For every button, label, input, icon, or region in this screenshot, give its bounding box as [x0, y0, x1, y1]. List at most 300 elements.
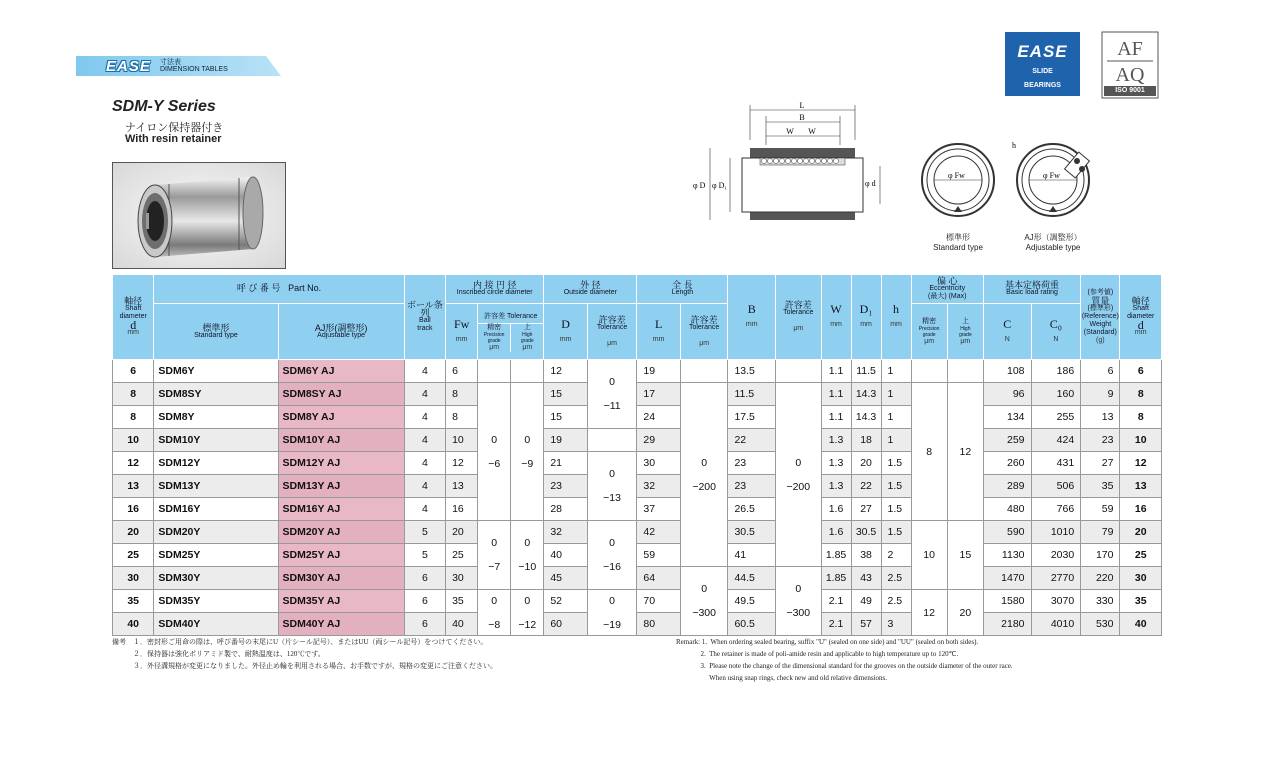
cell-standard: SDM8SY [154, 383, 278, 406]
cell-D: 32 [544, 521, 587, 544]
cell-L-tol-group [680, 383, 728, 567]
cell-D: 12 [544, 360, 587, 383]
col-ball-track [404, 275, 445, 360]
ecc-prec-en2: grade [922, 331, 936, 338]
od-tol3-upper: 0 [609, 537, 615, 549]
wt-en3: (Standard) [1083, 329, 1117, 336]
wt-jp1: (参考値) [1087, 289, 1114, 296]
ecc-max: (最大) (Max) [927, 293, 967, 300]
cell-fw-high-blank [511, 360, 544, 383]
col-adjustable-type [278, 304, 404, 360]
high-unit: μm [522, 344, 533, 351]
col-standard-type [154, 304, 278, 360]
cell-ball: 4 [404, 475, 445, 498]
cell-h: 1.5 [881, 521, 911, 544]
cell-B: 23 [728, 452, 776, 475]
od-tol-unit: μm [607, 339, 618, 347]
od-tol-lower: −11 [603, 400, 621, 412]
dim-W2: W [808, 127, 816, 136]
cell-weight: 9 [1081, 383, 1120, 406]
col-weight [1081, 275, 1120, 360]
cell-d-right: 30 [1120, 567, 1162, 590]
cell-D1: 30.5 [851, 521, 881, 544]
cell-ball: 4 [404, 360, 445, 383]
cell-C0: 186 [1031, 360, 1081, 383]
ease-logo [1005, 32, 1080, 96]
section-tag-en: DIMENSION TABLES [160, 66, 228, 73]
fw-high3-lower: −12 [518, 618, 537, 631]
cell-C: 1470 [983, 567, 1031, 590]
table-row [113, 429, 1162, 452]
c0-unit: N [1053, 335, 1059, 343]
cell-adjustable: SDM20Y AJ [278, 521, 404, 544]
shaft-sym: d [130, 318, 137, 332]
cell-ball: 5 [404, 521, 445, 544]
cell-h: 1.5 [881, 498, 911, 521]
standard-type-en: Standard type [933, 243, 983, 252]
adjustable-type-jp: AJ形（調整形） [1024, 233, 1082, 242]
cell-od-tol-group3 [587, 521, 637, 590]
note-jp-2: ２．保持器は強化ポリアミド製で、耐熱温度は、120℃です。 [112, 650, 325, 658]
cell-W: 1.85 [821, 544, 851, 567]
od-tol3-lower: −16 [603, 561, 621, 573]
cell-D: 19 [544, 429, 587, 452]
cell-d-right: 13 [1120, 475, 1162, 498]
cell-adjustable: SDM25Y AJ [278, 544, 404, 567]
cell-D1: 38 [851, 544, 881, 567]
b-tol2-upper: 0 [795, 583, 802, 595]
cell-d-right: 10 [1120, 429, 1162, 452]
cell-B: 23 [728, 475, 776, 498]
cell-W: 1.3 [821, 452, 851, 475]
series-subtitle-en: With resin retainer [125, 133, 222, 145]
col-outside-diameter [544, 275, 637, 304]
cell-ball: 4 [404, 452, 445, 475]
cell-W: 1.3 [821, 475, 851, 498]
cell-D1: 20 [851, 452, 881, 475]
cell-od-tol-group2 [587, 452, 637, 521]
cell-D: 52 [544, 590, 587, 613]
cell-C0: 4010 [1031, 613, 1081, 636]
cell-standard: SDM13Y [154, 475, 278, 498]
prec-en2: grade [487, 338, 501, 344]
cell-standard: SDM35Y [154, 590, 278, 613]
cell-C: 96 [983, 383, 1031, 406]
cell-W: 2.1 [821, 590, 851, 613]
cell-d: 30 [113, 567, 154, 590]
ecc-high-en2: grade [958, 331, 972, 338]
cell-C0: 431 [1031, 452, 1081, 475]
cell-W: 1.1 [821, 406, 851, 429]
ease-logo-name: EASE [1017, 42, 1068, 61]
cell-D: 45 [544, 567, 587, 590]
cell-standard: SDM20Y [154, 521, 278, 544]
col-D [544, 304, 587, 360]
high-en2: grade [520, 338, 534, 344]
cell-W: 1.1 [821, 383, 851, 406]
cell-d: 20 [113, 521, 154, 544]
b-tol-lower: −200 [786, 480, 811, 493]
cell-standard: SDM40Y [154, 613, 278, 636]
fw-high3-upper: 0 [524, 594, 531, 607]
cell-adjustable: SDM12Y AJ [278, 452, 404, 475]
ball-en1: Ball [419, 317, 431, 324]
ecc-prec-en1: Precision [918, 325, 940, 332]
col-B [728, 275, 776, 360]
cell-d-right: 20 [1120, 521, 1162, 544]
cell-adjustable: SDM40Y AJ [278, 613, 404, 636]
cell-d: 6 [113, 360, 154, 383]
cell-adjustable: SDM35Y AJ [278, 590, 404, 613]
cell-D: 15 [544, 383, 587, 406]
cell-adjustable: SDM8Y AJ [278, 406, 404, 429]
col-eccentricity [911, 275, 983, 304]
cell-W: 1.6 [821, 521, 851, 544]
cell-adjustable: SDM30Y AJ [278, 567, 404, 590]
b-sym: B [747, 302, 756, 316]
note-en-4: When using snap rings, check new and old relative dimensions. [676, 674, 887, 682]
fw-prec3-lower: −8 [488, 618, 501, 631]
cell-d-right: 12 [1120, 452, 1162, 475]
cell-fw: 40 [446, 613, 478, 636]
cell-fw-prec-group2 [478, 521, 511, 590]
cell-ball: 4 [404, 498, 445, 521]
cell-C: 2180 [983, 613, 1031, 636]
cell-d: 10 [113, 429, 154, 452]
len-tol-jp: 許容差 [690, 314, 718, 325]
prec-unit: μm [489, 344, 500, 351]
fw-en: Inscribed circle diameter [456, 289, 533, 296]
cell-fw: 8 [446, 406, 478, 429]
ecc-high-en1: High [960, 325, 971, 332]
afaq-iso-text: ISO 9001 [1115, 87, 1145, 94]
cell-C: 480 [983, 498, 1031, 521]
len-tol-unit: μm [699, 339, 710, 347]
cell-B: 17.5 [728, 406, 776, 429]
prec-en1: Precision [483, 332, 505, 338]
high-en1: High [522, 332, 533, 338]
ball-jp: ボール条 列 [406, 300, 443, 318]
cell-weight: 330 [1081, 590, 1120, 613]
b-tol-unit: μm [793, 325, 804, 332]
part-jp: 呼 び 番 号 [236, 283, 281, 293]
dim-B: B [799, 113, 805, 122]
w-sym: W [830, 302, 842, 316]
col-load-rating [983, 275, 1080, 304]
fw-high-lower: −9 [521, 457, 534, 470]
cell-weight: 530 [1081, 613, 1120, 636]
od-tol4-upper: 0 [609, 594, 615, 607]
len-jp: 全 長 [672, 280, 693, 290]
product-photo [112, 162, 286, 269]
cell-weight: 220 [1081, 567, 1120, 590]
adjustable-type-en: Adjustable type [1025, 243, 1081, 252]
cell-ball: 4 [404, 383, 445, 406]
shaft-en2: diameter [119, 313, 147, 320]
dim-h: h [1012, 141, 1016, 150]
fw-jp: 内 接 円 径 [472, 280, 517, 290]
len-tol-en: Tolerance [688, 323, 720, 331]
w-unit: mm [830, 321, 842, 328]
note-jp-3: ３．外径溝規格が変更になりました。外径止め輪を利用される場合、お手数ですが、規格の変更にご注意ください。 [112, 662, 497, 670]
cell-fw: 30 [446, 567, 478, 590]
cell-L-tol-blank [680, 360, 728, 383]
cell-fw-prec-group [478, 383, 511, 521]
cell-D1: 14.3 [851, 383, 881, 406]
std-fw-label: φ Fw [948, 171, 965, 180]
cell-ecc-h-blank [947, 360, 983, 383]
cell-ecc-p-group2: 10 [911, 521, 947, 590]
cell-C0: 3070 [1031, 590, 1081, 613]
cell-fw: 25 [446, 544, 478, 567]
cell-d: 25 [113, 544, 154, 567]
h-sym: h [893, 302, 900, 316]
d1-unit: mm [860, 321, 872, 328]
col-shaft-diameter-right [1120, 275, 1162, 360]
cell-d-right: 8 [1120, 383, 1162, 406]
cell-od-tol-blank [587, 429, 637, 452]
cell-L: 30 [637, 452, 680, 475]
fw-prec2-upper: 0 [491, 537, 498, 549]
cell-h: 2.5 [881, 590, 911, 613]
cell-C0: 2770 [1031, 567, 1081, 590]
cell-D: 21 [544, 452, 587, 475]
cell-standard: SDM8Y [154, 406, 278, 429]
cell-D: 28 [544, 498, 587, 521]
col-inscribed-circle [446, 275, 544, 304]
cell-adjustable: SDM10Y AJ [278, 429, 404, 452]
ecc-jp: 偏 心 [936, 276, 958, 286]
col-C0 [1031, 304, 1081, 360]
table-row [113, 383, 1162, 406]
wt-jp2: 質量 [1091, 296, 1110, 306]
table-row [113, 521, 1162, 544]
cell-ball: 6 [404, 613, 445, 636]
dim-d: φ d [865, 179, 876, 188]
cell-adjustable: SDM16Y AJ [278, 498, 404, 521]
cell-d-right: 40 [1120, 613, 1162, 636]
series-subtitle-jp: ナイロン保持器付き [125, 122, 224, 134]
dim-W1: W [786, 127, 794, 136]
col-ecc-precision [911, 304, 947, 360]
fw-high2-lower: −10 [518, 561, 537, 573]
cell-B: 22 [728, 429, 776, 452]
cell-C: 134 [983, 406, 1031, 429]
ecc-high-jp: 上 [961, 317, 969, 325]
cell-fw-high-group2 [511, 521, 544, 590]
col-D1 [851, 275, 881, 360]
note-jp-1: 備考 １．密封形ご用命の際は、呼び番号の末尾にU（片シール記号）、またはUU（両シール記号）をつけてください。 [112, 638, 488, 646]
ease-logo-sub1: SLIDE [1032, 68, 1053, 75]
b-tol-en: Tolerance [783, 309, 814, 316]
cell-d: 12 [113, 452, 154, 475]
cell-C0: 1010 [1031, 521, 1081, 544]
col-fw [446, 304, 478, 360]
cell-standard: SDM16Y [154, 498, 278, 521]
ecc-high-unit: μm [960, 337, 971, 345]
note-en-1: Remark: 1. When ordering sealed bearing, suffix "U" (sealed on one side) and "UU" (sealed on both sides). [676, 638, 979, 646]
d1-sym: D₁ [859, 302, 873, 316]
load-jp: 基本定格荷重 [1005, 280, 1060, 290]
cell-h: 2.5 [881, 567, 911, 590]
adjustable-type-caption [1013, 232, 1093, 252]
b-tol2-lower: −300 [786, 607, 811, 619]
fw-unit: mm [455, 335, 468, 343]
cell-adjustable: SDM6Y AJ [278, 360, 404, 383]
col-L [637, 304, 680, 360]
aj-jp: AJ形(調整形) [314, 322, 368, 333]
cell-L: 59 [637, 544, 680, 567]
wt-en1: (Reference) [1081, 313, 1119, 320]
cell-fw: 6 [446, 360, 478, 383]
cross-section-diagram [690, 100, 900, 230]
standard-type-diagram [918, 140, 998, 220]
cell-ecc-h-group3: 20 [947, 590, 983, 636]
aj-fw-label: φ Fw [1043, 171, 1060, 180]
cell-weight: 79 [1081, 521, 1120, 544]
ball-en2: track [417, 325, 433, 332]
cell-weight: 13 [1081, 406, 1120, 429]
cell-standard: SDM25Y [154, 544, 278, 567]
cell-weight: 6 [1081, 360, 1120, 383]
cell-C: 259 [983, 429, 1031, 452]
cell-B-tol-group [776, 383, 822, 567]
c0-sym: C₀ [1049, 316, 1062, 331]
cell-D1: 57 [851, 613, 881, 636]
cell-d-right: 25 [1120, 544, 1162, 567]
table-row [113, 498, 1162, 521]
cell-fw: 16 [446, 498, 478, 521]
cell-B-tol-group2 [776, 567, 822, 636]
cell-D1: 18 [851, 429, 881, 452]
cell-fw: 20 [446, 521, 478, 544]
cell-ecc-p-blank [911, 360, 947, 383]
cell-B: 13.5 [728, 360, 776, 383]
cell-fw-high-group3 [511, 590, 544, 636]
std-jp: 標準形 [202, 322, 230, 333]
cell-standard: SDM30Y [154, 567, 278, 590]
section-tag-jp: 寸法表 [160, 59, 181, 66]
cell-h: 2 [881, 544, 911, 567]
cell-C0: 160 [1031, 383, 1081, 406]
cell-fw-high-group [511, 383, 544, 521]
notes-japanese [112, 636, 497, 672]
cell-W: 1.85 [821, 567, 851, 590]
cell-D: 40 [544, 544, 587, 567]
b-tol-upper: 0 [795, 456, 802, 469]
cell-standard: SDM6Y [154, 360, 278, 383]
cell-d-right: 35 [1120, 590, 1162, 613]
b-tol-jp: 許容差 [784, 300, 812, 310]
cell-B: 11.5 [728, 383, 776, 406]
cell-L: 17 [637, 383, 680, 406]
cell-B: 41 [728, 544, 776, 567]
cell-ball: 6 [404, 590, 445, 613]
od-tol2-upper: 0 [609, 468, 615, 480]
cell-d-right: 6 [1120, 360, 1162, 383]
cell-L: 29 [637, 429, 680, 452]
cell-D: 23 [544, 475, 587, 498]
ecc-en: Eccentricity [929, 285, 966, 292]
c-unit: N [1004, 335, 1010, 343]
cell-W: 1.3 [821, 429, 851, 452]
cell-weight: 27 [1081, 452, 1120, 475]
cell-ball: 6 [404, 567, 445, 590]
cell-d: 8 [113, 406, 154, 429]
od-tol-upper: 0 [609, 376, 615, 388]
aj-en: Adjustable type [317, 331, 366, 339]
col-C [983, 304, 1031, 360]
cell-C: 260 [983, 452, 1031, 475]
cell-d: 35 [113, 590, 154, 613]
cell-weight: 170 [1081, 544, 1120, 567]
cell-C: 289 [983, 475, 1031, 498]
cell-h: 1 [881, 360, 911, 383]
cell-h: 1 [881, 406, 911, 429]
dim-D1: φ D₁ [712, 181, 728, 190]
note-en-2: 2. The retainer is made of poli-amide resin and applicable to high temperature up to 120℃. [676, 650, 959, 658]
cell-fw: 10 [446, 429, 478, 452]
table-row [113, 544, 1162, 567]
cell-D: 60 [544, 613, 587, 636]
cell-D: 15 [544, 406, 587, 429]
len-tol-upper: 0 [701, 456, 708, 469]
cell-B: 44.5 [728, 567, 776, 590]
high-jp: 上 [523, 324, 531, 331]
shaft2-jp: 軸径 [1131, 296, 1150, 306]
cell-D1: 27 [851, 498, 881, 521]
cell-d-right: 16 [1120, 498, 1162, 521]
shaft-unit: mm [127, 329, 140, 336]
cell-adjustable: SDM13Y AJ [278, 475, 404, 498]
cell-d: 40 [113, 613, 154, 636]
cell-B-tol-blank [776, 360, 822, 383]
wt-en2: Weight [1089, 321, 1112, 328]
od-tol-en: Tolerance [596, 323, 628, 331]
fw-sym: Fw [453, 316, 470, 331]
col-B-tolerance [776, 275, 822, 360]
fw-prec3-upper: 0 [491, 594, 498, 607]
cell-C0: 2030 [1031, 544, 1081, 567]
table-row [113, 590, 1162, 613]
standard-type-jp: 標準形 [946, 233, 970, 242]
cell-C: 590 [983, 521, 1031, 544]
series-title: SDM-Y Series [112, 98, 216, 115]
cell-B: 49.5 [728, 590, 776, 613]
len-sym: L [654, 316, 663, 331]
dim-L: L [799, 101, 805, 110]
svg-text:AQ: AQ [1115, 64, 1145, 86]
table-row [113, 406, 1162, 429]
cell-L: 19 [637, 360, 680, 383]
section-tag [76, 56, 281, 76]
cell-fw: 8 [446, 383, 478, 406]
cell-adjustable: SDM8SY AJ [278, 383, 404, 406]
cell-L: 37 [637, 498, 680, 521]
c-sym: C [1003, 316, 1012, 331]
cell-ecc-h-group2: 15 [947, 521, 983, 590]
col-h [881, 275, 911, 360]
table-row [113, 613, 1162, 636]
cell-C0: 506 [1031, 475, 1081, 498]
cell-h: 1.5 [881, 475, 911, 498]
od-en: Outside diameter [563, 289, 618, 296]
cell-W: 1.6 [821, 498, 851, 521]
note-en-3: 3. Please note the change of the dimensional standard for the grooves on the outside diameter of the outer race. [676, 662, 1013, 670]
cell-L: 32 [637, 475, 680, 498]
afaq-iso-logo [1101, 31, 1159, 99]
cell-B: 26.5 [728, 498, 776, 521]
